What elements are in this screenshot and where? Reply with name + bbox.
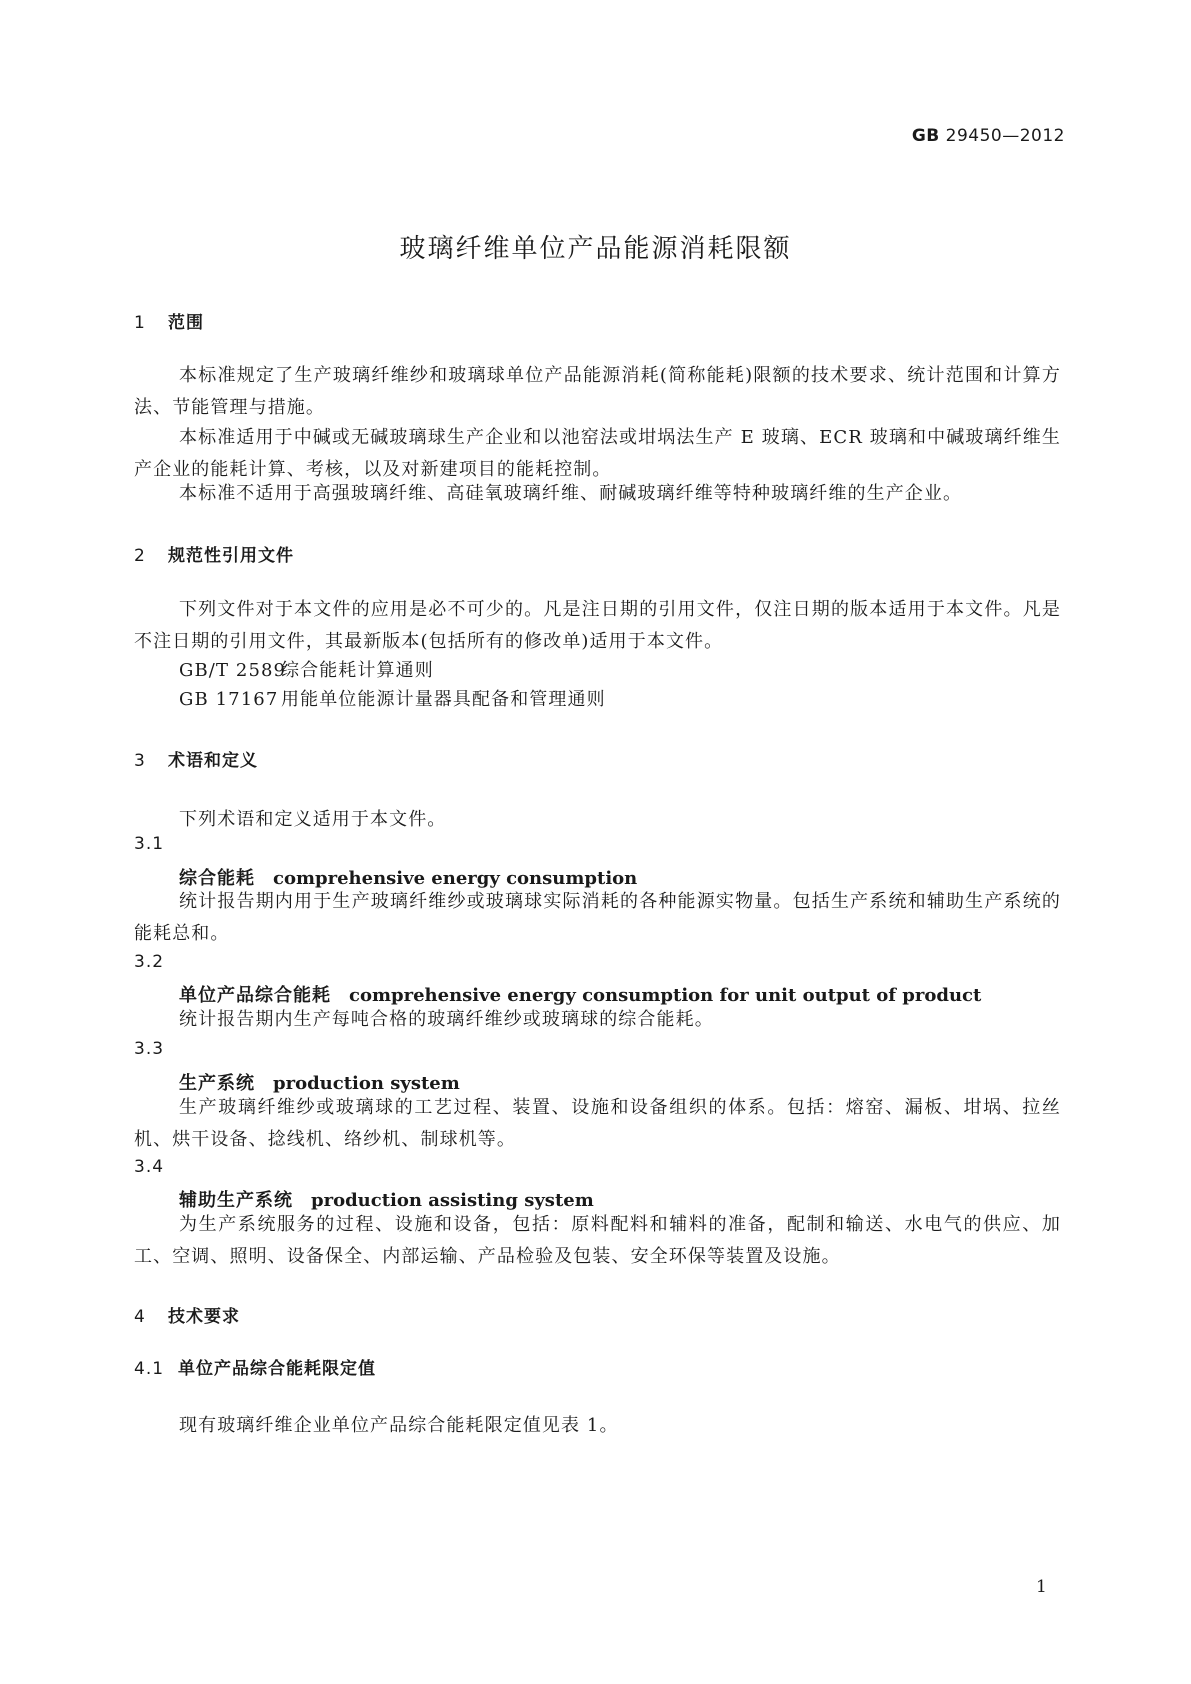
standard-number — [912, 126, 1065, 146]
standard-code: 29450—2012 — [945, 126, 1065, 146]
clause-number: 3.4 — [134, 1157, 165, 1177]
standard-prefix: GB — [911, 126, 940, 146]
term-en: production system — [273, 1073, 460, 1094]
paragraph: 本标准适用于中碱或无碱玻璃球生产企业和以池窑法或坩埚法生产 E 玻璃、ECR 玻璃和中碱玻璃纤维生产企业的能耗计算、考核，以及对新建项目的能耗控制。 — [134, 427, 1061, 480]
term-zh: 生产系统 — [179, 1073, 255, 1094]
term-definition: 生产玻璃纤维纱或玻璃球的工艺过程、装置、设施和设备组织的体系。包括：熔窑、漏板、坩埚、拉丝机、烘干设备、捻线机、络纱机、制球机等。 — [134, 1097, 1061, 1150]
reference-title: 用能单位能源计量器具配备和管理通则 — [281, 689, 606, 710]
reference-code: GB/T 2589 — [179, 660, 287, 681]
section-number: 2 — [134, 546, 146, 566]
section-number: 1 — [134, 313, 146, 333]
paragraph: 下列文件对于本文件的应用是必不可少的。凡是注日期的引用文件，仅注日期的版本适用于本文件。凡是不注日期的引用文件，其最新版本(包括所有的修改单)适用于本文件。 — [134, 599, 1061, 652]
clause-number: 3.1 — [134, 834, 165, 854]
reference-code: GB 17167 — [179, 689, 279, 710]
document-title: 玻璃纤维单位产品能源消耗限额 — [399, 234, 792, 264]
section-3-heading — [134, 746, 258, 771]
subsection-4-1-heading — [134, 1354, 376, 1379]
reference-title: 综合能耗计算通则 — [281, 660, 434, 681]
clause-number: 3.2 — [134, 952, 165, 972]
section-number: 4 — [134, 1307, 146, 1327]
paragraph: 本标准规定了生产玻璃纤维纱和玻璃球单位产品能源消耗(简称能耗)限额的技术要求、统计范围和计算方法、节能管理与措施。 — [134, 365, 1061, 418]
term-definition: 为生产系统服务的过程、设施和设备，包括：原料配料和辅料的准备，配制和输送、水电气的供应、加工、空调、照明、设备保全、内部运输、产品检验及包装、安全环保等装置及设施。 — [134, 1214, 1061, 1267]
clause-number: 3.3 — [134, 1039, 165, 1059]
section-title: 技术要求 — [168, 1307, 240, 1327]
paragraph: 现有玻璃纤维企业单位产品综合能耗限定值见表 1。 — [179, 1415, 619, 1436]
section-title: 范围 — [168, 313, 204, 333]
section-number: 3 — [134, 751, 146, 771]
section-title: 规范性引用文件 — [168, 546, 294, 566]
normative-reference — [179, 685, 606, 711]
term-en: production assisting system — [311, 1190, 594, 1211]
term-zh: 单位产品综合能耗 — [179, 985, 331, 1006]
normative-reference — [179, 656, 434, 682]
section-title: 术语和定义 — [168, 751, 258, 771]
subsection-number: 4.1 — [134, 1359, 165, 1379]
section-1-heading — [134, 308, 204, 333]
paragraph: 本标准不适用于高强玻璃纤维、高硅氧玻璃纤维、耐碱玻璃纤维等特种玻璃纤维的生产企业。 — [179, 483, 963, 504]
subsection-title: 单位产品综合能耗限定值 — [178, 1359, 376, 1379]
term-definition: 统计报告期内生产每吨合格的玻璃纤维纱或玻璃球的综合能耗。 — [179, 1009, 714, 1030]
term-en: comprehensive energy consumption for unit output of product — [349, 985, 982, 1006]
section-2-heading — [134, 541, 294, 566]
term-en: comprehensive energy consumption — [273, 868, 638, 889]
term-definition: 统计报告期内用于生产玻璃纤维纱或玻璃球实际消耗的各种能源实物量。包括生产系统和辅助生产系统的能耗总和。 — [134, 891, 1061, 944]
page-number: 1 — [1036, 1577, 1047, 1597]
paragraph: 下列术语和定义适用于本文件。 — [179, 809, 447, 830]
term-zh: 综合能耗 — [179, 868, 255, 889]
section-4-heading — [134, 1302, 240, 1327]
term-zh: 辅助生产系统 — [179, 1190, 293, 1211]
